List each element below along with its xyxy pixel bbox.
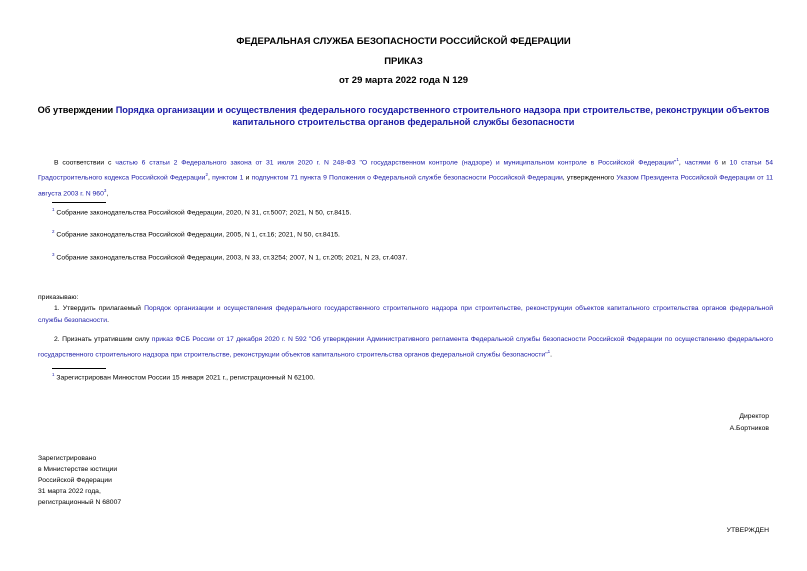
registration-line: Российской Федерации	[38, 477, 112, 484]
link-subpoint-71[interactable]: подпунктом 71 пункта 9 Положения о Федеральной службе безопасности Российской Федерации	[251, 174, 563, 182]
signature-position: Директор	[739, 413, 769, 420]
footnote-item	[52, 249, 407, 264]
preamble-text: и	[243, 174, 252, 182]
footnote-text: Собрание законодательства Российской Федерации, 2003, N 33, ст.3254; 2007, N 1, ст.205; 2021, N 23, ст.4037.	[56, 254, 408, 262]
link-order-592[interactable]: приказ ФСБ России от 17 декабря 2020 г. N 592 "Об утверждении Административного регламента Федеральной службы безопасности Российской Федерации по осуществлению федерального государственного строительного надзора при строительстве, реконструкции объектов капитального строительства органов федеральной службы безопасности"	[38, 336, 773, 359]
footnote-item	[52, 369, 315, 384]
footnote-divider	[52, 202, 106, 203]
footnote-text: Собрание законодательства Российской Федерации, 2020, N 31, ст.5007; 2021, N 50, ст.8415.	[56, 209, 352, 217]
link-approved-procedure[interactable]: Порядок организации и осуществления федерального государственного строительного надзора при строительстве, реконструкции объектов капитального строительства органов федеральной службы безопасности	[38, 305, 774, 324]
order-item-text: .	[107, 317, 109, 324]
footnote-ref-1[interactable]: 1	[676, 157, 679, 162]
order-item-1	[38, 303, 773, 327]
link-decree-960[interactable]: Указом Президента Российской Федерации от 11 августа 2003 г. N 960	[38, 174, 774, 197]
footnote-mark: 3	[52, 252, 55, 257]
signature-name: А.Бортников	[729, 425, 769, 432]
title-link[interactable]: Порядка организации и осуществления федерального государственного строительного надзора при строительстве, реконструкции объектов капитального строительства органов федеральной службы безопасности	[115, 105, 770, 127]
registration-line: 31 марта 2022 года,	[38, 488, 101, 495]
order-item-text: .	[550, 351, 553, 359]
preamble-text: ,	[678, 159, 685, 167]
footnote-text: Зарегистрирован Минюстом России 15 января 2021 г., регистрационный N 62100.	[56, 374, 315, 382]
footnote-mark: 1	[52, 207, 55, 212]
preamble-text: ,	[207, 174, 213, 182]
footnote-mark: 1	[52, 372, 55, 377]
footnote-ref-3[interactable]: 3	[103, 187, 107, 193]
preamble-text: и	[718, 159, 730, 167]
preamble-text: , утвержденного	[562, 174, 617, 182]
agency-name: ФЕДЕРАЛЬНАЯ СЛУЖБА БЕЗОПАСНОСТИ РОССИЙСКОЙ ФЕДЕРАЦИИ	[236, 36, 571, 47]
footnote-item	[52, 204, 351, 219]
registration-block	[38, 453, 121, 508]
link-point-1[interactable]: пунктом 1	[212, 174, 244, 182]
preamble-text: ,	[106, 189, 109, 197]
document-date-number: от 29 марта 2022 года N 129	[338, 75, 469, 86]
document-title	[30, 104, 777, 128]
link-law-248[interactable]: частью 6 статьи 2 Федерального закона от 31 июля 2020 г. N 248-ФЗ "О государственном контроле (надзоре) и муниципальном контроле в Российской Федерации"	[115, 159, 677, 167]
registration-line: Зарегистрировано	[38, 455, 97, 462]
approved-stamp: УТВЕРЖДЕН	[726, 527, 769, 534]
footnote-text: Собрание законодательства Российской Федерации, 2005, N 1, ст.16; 2021, N 50, ст.8415.	[56, 231, 340, 239]
order-item-text: 1. Утвердить прилагаемый	[54, 305, 145, 312]
order-intro: приказываю:	[38, 294, 79, 301]
footnote-ref-2[interactable]: 2	[205, 172, 208, 178]
signature-block	[730, 411, 769, 435]
title-prefix: Об утверждении	[37, 105, 116, 115]
registration-line: регистрационный N 68007	[38, 499, 122, 506]
link-gradcode-art54[interactable]: 10 статьи 54 Градостроительного кодекса Российской Федерации	[38, 159, 773, 182]
document-type: ПРИКАЗ	[384, 56, 423, 67]
footnote-item	[52, 226, 340, 241]
order-item-text: 2. Признать утратившим силу	[54, 336, 152, 343]
footnote-ref-1[interactable]: 1	[547, 349, 551, 354]
registration-line: в Министерстве юстиции	[38, 466, 118, 473]
preamble-text: В соответствии с	[54, 159, 116, 167]
order-item-2	[38, 334, 773, 361]
preamble-paragraph	[38, 154, 773, 200]
link-gradcode-part6[interactable]: частями 6	[684, 159, 719, 167]
footnote-mark: 2	[52, 229, 55, 234]
